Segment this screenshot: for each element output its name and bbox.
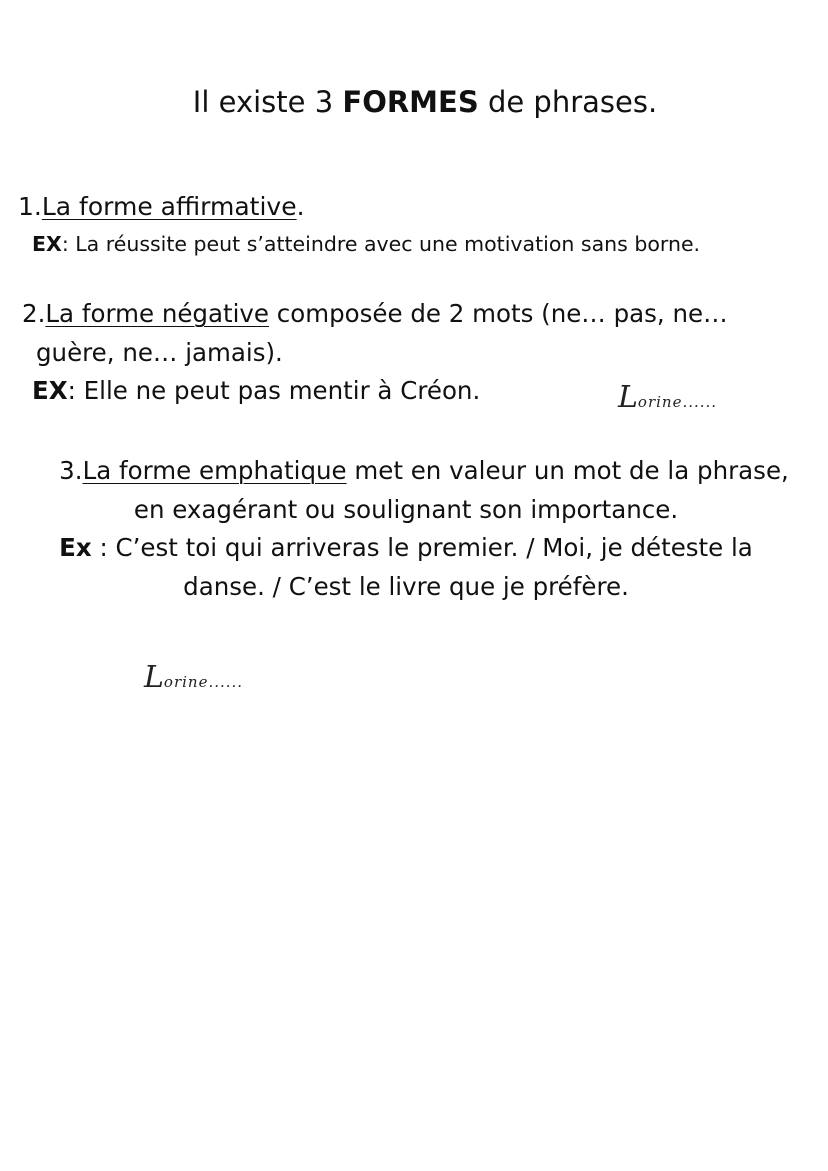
section1-title: La forme affirmative <box>41 192 297 221</box>
signature-lorine-2 <box>144 660 243 695</box>
section1-ex-label: EX <box>32 232 62 256</box>
section1-ex-text: : La réussite peut s’atteindre avec une motivation sans borne. <box>61 232 701 256</box>
section3-heading <box>10 451 828 490</box>
signature-rest: orine...... <box>637 393 718 411</box>
section3-line2: en exagérant ou soulignant son importance. <box>133 495 679 524</box>
section3-ex-label: Ex <box>59 533 92 562</box>
signature-initial: L <box>144 660 164 695</box>
section2-ex-text: : Elle ne peut pas mentir à Créon. <box>67 376 481 405</box>
signature-initial: L <box>618 380 638 415</box>
section3-line1-rest: met en valeur un mot de la phrase, <box>346 456 789 485</box>
section2-line2: guère, ne… jamais). <box>36 338 283 367</box>
section2-heading <box>22 296 728 332</box>
title-prefix: Il existe 3 <box>192 85 343 119</box>
section2-title: La forme négative <box>45 299 269 328</box>
section1-heading-end: . <box>296 192 305 221</box>
section2-example <box>32 373 480 409</box>
signature-lorine-1 <box>618 380 717 415</box>
section2-line1-rest: composée de 2 mots (ne… pas, ne… <box>268 299 728 328</box>
section1-number: 1. <box>18 192 42 221</box>
section2-ex-label: EX <box>32 376 68 405</box>
page-title <box>0 82 828 122</box>
title-suffix: de phrases. <box>478 85 658 119</box>
title-bold-word: FORMES <box>342 85 479 119</box>
section3-title: La forme emphatique <box>82 456 347 485</box>
section3-example <box>0 528 820 567</box>
section1-heading <box>18 189 305 225</box>
section3-line3-rest: : C’est toi qui arriveras le premier. / Moi, je déteste la <box>91 533 753 562</box>
signature-rest: orine...... <box>163 673 244 691</box>
section3-line4: danse. / C’est le livre que je préfère. <box>183 572 629 601</box>
section2-number: 2. <box>22 299 46 328</box>
section3-number: 3. <box>59 456 83 485</box>
section1-example <box>32 226 700 262</box>
